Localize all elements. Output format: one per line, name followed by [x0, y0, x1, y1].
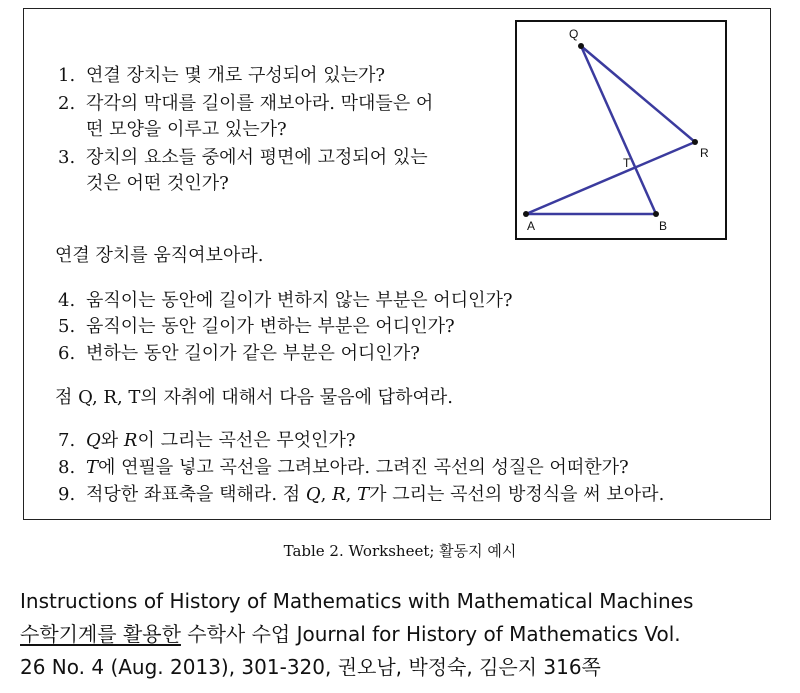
label-t: T — [623, 156, 631, 170]
bar-q-r — [581, 46, 695, 142]
instruction-locus: 점 Q, R, T의 자취에 대해서 다음 물음에 답하여라. — [55, 387, 453, 408]
instruction-move: 연결 장치를 움직여보아라. — [55, 245, 264, 266]
citation-line-3: 26 No. 4 (Aug. 2013), 301-320, 권오남, 박정숙, 김은지 316쪽 — [20, 655, 601, 679]
question-1: 1. 연결 장치는 몇 개로 구성되어 있는가? — [58, 65, 386, 86]
point-r — [692, 139, 698, 145]
question-6: 6. 변하는 동안 길이가 같은 부분은 어디인가? — [58, 343, 420, 364]
label-r: R — [700, 146, 709, 160]
citation-line-1: Instructions of History of Mathematics with Mathematical Machines — [20, 589, 694, 613]
label-q: Q — [569, 27, 579, 41]
label-b: B — [659, 219, 668, 233]
linkage-diagram-svg — [517, 22, 725, 238]
citation-underlined-title: 수학기계를 활용한 — [20, 622, 181, 646]
question-7: 7. Q와 R이 그리는 곡선은 무엇인가? — [58, 430, 356, 451]
point-b — [653, 211, 659, 217]
question-9: 9. 적당한 좌표축을 택해라. 점 Q, R, T가 그리는 곡선의 방정식을 써 보아라. — [58, 484, 665, 505]
citation-line-2: 수학기계를 활용한 수학사 수업 Journal for History of Mathematics Vol. — [20, 622, 681, 646]
question-2: 2. 각각의 막대를 길이를 재보아라. 막대들은 어 떤 모양을 이루고 있는가? — [58, 93, 434, 140]
question-5: 5. 움직이는 동안 길이가 변하는 부분은 어디인가? — [58, 316, 455, 337]
bar-a-r — [526, 142, 695, 214]
linkage-diagram — [515, 20, 727, 240]
question-3: 3. 장치의 요소들 중에서 평면에 고정되어 있는 것은 어떤 것인가? — [58, 147, 428, 194]
point-a — [523, 211, 529, 217]
question-4: 4. 움직이는 동안에 길이가 변하지 않는 부분은 어디인가? — [58, 290, 513, 311]
bar-q-b — [581, 46, 656, 214]
question-8: 8. T에 연필을 넣고 곡선을 그려보아라. 그려진 곡선의 성질은 어떠한가? — [58, 457, 629, 478]
citation — [20, 585, 790, 684]
table-caption: Table 2. Worksheet; 활동지 예시 — [283, 542, 517, 560]
label-a: A — [527, 219, 536, 233]
point-q — [578, 43, 584, 49]
